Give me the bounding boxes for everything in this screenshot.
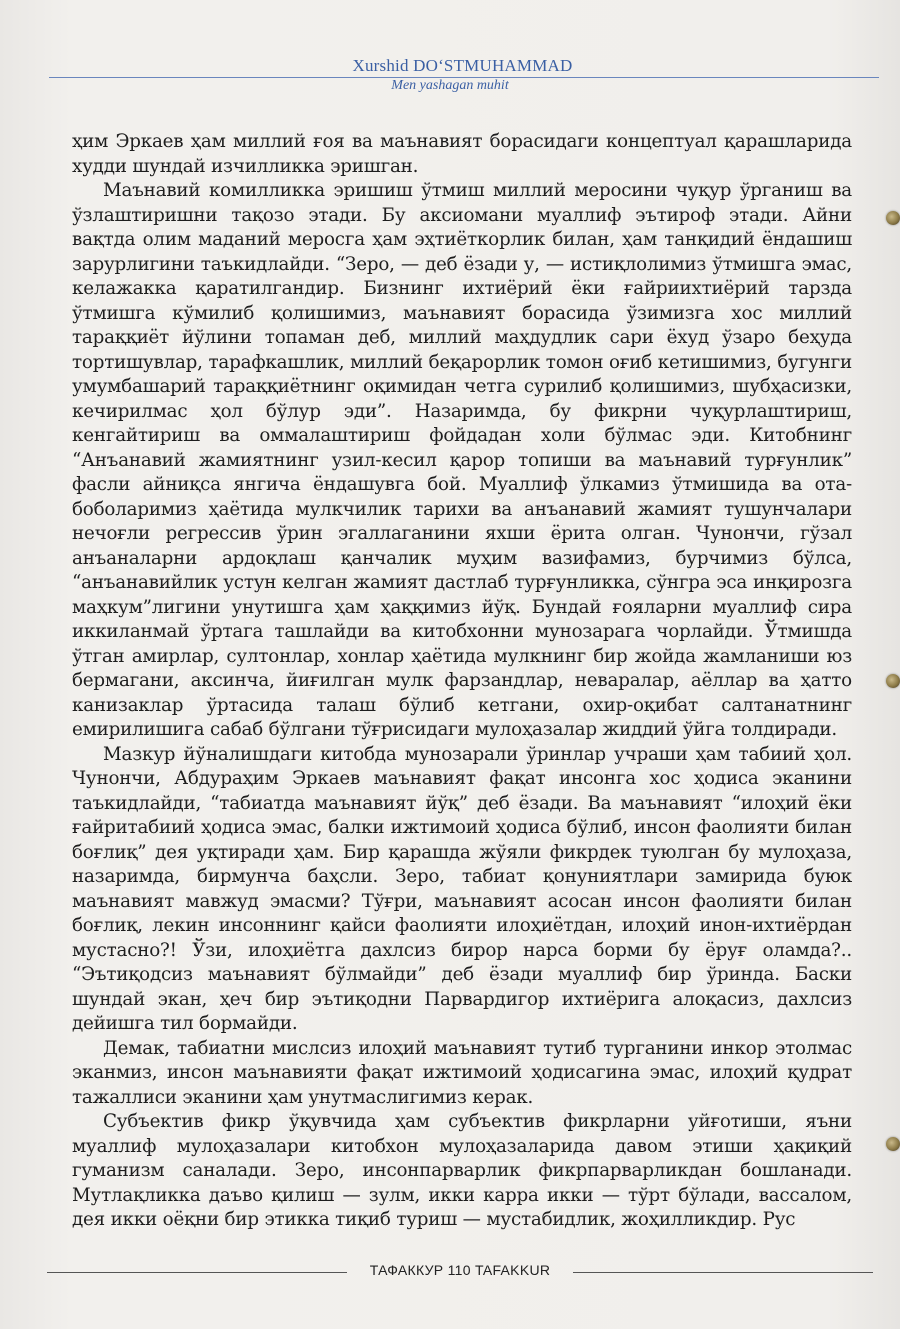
body-text — [72, 130, 852, 1233]
paragraph: Демак, табиатни мислсиз илоҳий маънавият тутиб турганини инкор этолмас эканмиз, инсон маънавияти фақат ижтимоий ҳодисагина эмас, илоҳий қудрат тажаллиси эканини ҳам унутмаслигимиз керак. — [72, 1037, 852, 1108]
paragraph: Мазкур йўналишдаги китобда мунозарали ўринлар учраши ҳам табиий ҳол. Чунончи, Абдураҳим Эркаев маънавият фақат инсонга хос ҳодиса эканини таъкидлайди, “табиатда маънавият йўқ” деб ёзади. Ва маънавият “илоҳий ёки ғайритабиий ҳодиса эмас, балки ижтимоий ҳодиса бўлиб, инсон фаолияти билан боғлиқ” дея уқтиради ҳам. Бир қарашда жўяли фикрдек туюлган бу мулоҳаза, назаримда, бирмунча баҳсли. Зеро, табиат қонуниятлари замирида буюк маънавият мавжуд эмасми? Тўғри, маънавият асосан инсон фаолияти билан боғлиқ, лекин инсоннинг қайси фаолияти илоҳиётдан, илоҳий инон-ихтиёрдан мустасно?! Ўзи, илоҳиётга дахлсиз бирор нарса борми бу ёруғ оламда?.. “Эътиқодсиз маънавият бўлмайди” деб ёзади муаллиф бир ўринда. Баски шундай экан, ҳеч бир эътиқодни Парвардигор ихтиёрига алоқасиз, дахлсиз дейишга тил бормайди. — [72, 743, 852, 1034]
paragraph: ҳим Эркаев ҳам миллий ғоя ва маънавият борасидаги концептуал қарашларида худди шундай изчилликка эришган. — [72, 131, 852, 177]
paragraph: Маънавий комилликка эришиш ўтмиш миллий меросини чуқур ўрганиш ва ўзлаштиришни тақозо этади. Бу аксиомани муаллиф эътироф этади. Айни вақтда олим маданий меросга ҳам эҳтиёткорлик билан, ҳам танқидий ёндашиш зарурлигини таъкидлайди. “Зеро, — деб ёзади у, — истиқлолимиз ўтмишга эмас, келажакка қаратилгандир. Бизнинг ихтиёрий ёки ғайриихтиёрий тарзда ўтмишга кўмилиб қолишимиз, маънавият борасида ўзимизга хос миллий тараққиёт йўлини топаман деб, миллий маҳдудлик сари ёхуд ўзаро беҳуда тортишувлар, тарафкашлик, миллий беқарорлик томон оғиб кетишимиз, бугунги умумбашарий тараққиётнинг оқимидан четга сурилиб қолишимиз, шубҳасизки, кечирилмас ҳол бўлур эди”. Назаримда, бу фикрни чуқурлаштириш, кенгайтириш ва оммалаштириш фойдадан холи бўлмас эди. Китобнинг “Анъанавий жамиятнинг узил-кесил қарор топиши ва маънавий турғунлик” фасли айниқса янгича ёндашувга бой. Муаллиф ўлкамиз ўтмишида ва ота-боболаримиз ҳаётида мулкчилик тарихи ва анъанавий жамият тушунчалари нечоғли регрессив ўрин эгаллаганини яхши ёрита олган. Чунончи, гўзал анъаналарни ардоқлаш қанчалик муҳим вазифамиз, бурчимиз бўлса, “анъанавийлик устун келган жамият дастлаб турғунликка, сўнгра эса инқирозга маҳкум”лигини унутишга ҳам ҳаққимиз йўқ. Бундай ғояларни муаллиф сира иккиланмай ўртага ташлайди ва китобхонни мунозарага чорлайди. Ўтмишда ўтган амирлар, султонлар, хонлар ҳаётида мулкнинг бир жойда жамланиши юз бермагани, аксинча, йиғилган мулк фарзандлар, неваралар, аёллар ва ҳатто канизаклар ўртасида талаш бўлиб кетгани, охир-оқибат салтанатнинг емирилишига сабаб бўлгани тўғрисидаги мулоҳазалар жиддий ўйга толдиради. — [72, 180, 852, 740]
binder-hole-icon — [886, 211, 900, 225]
paragraph: Субъектив фикр ўқувчида ҳам субъектив фикрларни уйғотиши, яъни муаллиф мулоҳазалари китобхон мулоҳазаларида давом этиши ҳақиқий гуманизм саналади. Зеро, инсонпарварлик фикрпарварликдан бошланади. Мутлақликка даъво қилиш — зулм, икки карра икки — тўрт бўлади, вассалом, дея икки оёқни бир этикка тиқиб туриш — мустабидлик, жоҳилликдир. Рус — [72, 1111, 852, 1230]
header-book-title: Men yashagan muhit — [391, 78, 509, 93]
binder-hole-icon — [886, 1137, 900, 1151]
header-author: Xurshid DO‘STMUHAMMAD — [352, 56, 573, 75]
binder-hole-icon — [886, 674, 900, 688]
footer-rule — [573, 1272, 873, 1273]
page-footer — [0, 1262, 900, 1282]
footer-rule — [47, 1272, 347, 1273]
footer-page-number: ТАФАККУР 110 TAFAKKUR — [369, 1262, 551, 1278]
